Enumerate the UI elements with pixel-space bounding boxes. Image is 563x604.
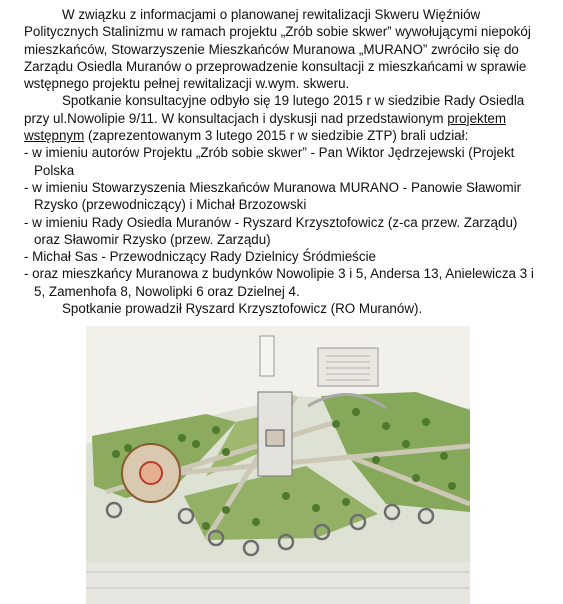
project-link[interactable]: projektem wstępnym xyxy=(24,110,507,144)
plaza-center xyxy=(140,462,162,484)
intro-paragraph: W związku z informacjami o planowanej rewitalizacji Skweru Więźniów Politycznych Stalinizmu w ramach projektu „Zrób sobie skwer” wywołującymi niepokój mieszkańców, Stowarzyszenie Mieszkańców Muranowa „MURANO” zwróciło się do Zarządu Osiedla Muranów o przeprowadzenie konsultacji z mieszkańcami w sprawie wstępnego projektu pełnej rewitalizacji w.wym. skweru. xyxy=(24,7,531,92)
site-plan-image xyxy=(86,326,470,604)
meeting-text-before: Spotkanie konsultacyjne odbyło się 19 lutego 2015 r w siedzibie Rady Osiedla przy ul.Nowolipie 9/11. W konsultacjach i dyskusji nad przedstawionym xyxy=(24,93,525,126)
meeting-text-after: (zaprezentowanym 3 lutego 2015 r w siedzibie ZTP) brali udział: xyxy=(84,128,469,144)
document-body xyxy=(24,6,544,317)
participant-item: - w imieniu Stowarzyszenia Mieszkańców Muranowa MURANO - Panowie Sławomir Rzysko (przewodniczący) i Michał Brzozowski xyxy=(24,179,522,213)
participant-item: - w imieniu Rady Osiedla Muranów - Ryszard Krzysztofowicz (z-ca przew. Zarządu) oraz Sławomir Rzysko (przew. Zarządu) xyxy=(24,214,518,247)
monument-base xyxy=(266,430,284,446)
participant-item: - Michał Sas - Przewodniczący Rady Dzielnicy Śródmieście xyxy=(24,249,376,265)
participant-item: - w imieniu autorów Projektu „Zrób sobie skwer” - Pan Wiktor Jędrzejewski (Projekt Polska xyxy=(24,145,515,178)
chair-paragraph: Spotkanie prowadził Ryszard Krzysztofowicz (RO Muranów). xyxy=(62,301,423,317)
meeting-paragraph xyxy=(24,92,544,144)
participant-item: - oraz mieszkańcy Muranowa z budynków Nowolipie 3 i 5, Andersa 13, Anielewicza 3 i 5, Zamenhofa 8, Nowolipki 6 oraz Dzielnej 4. xyxy=(24,266,534,299)
